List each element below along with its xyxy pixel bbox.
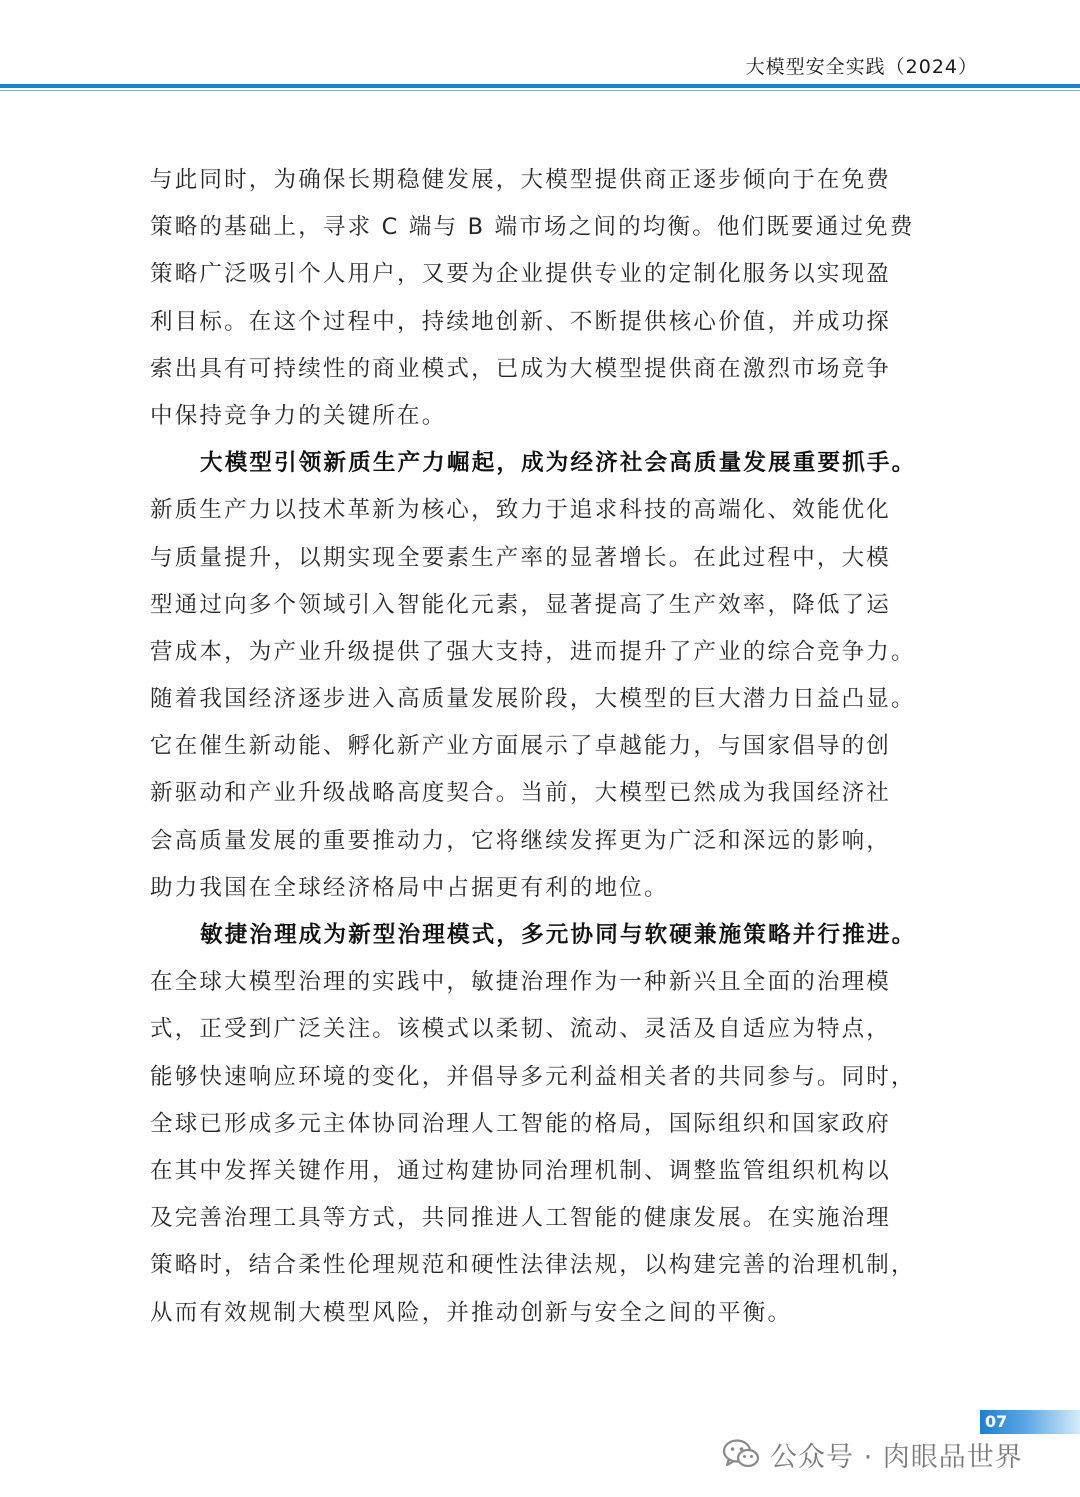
body-line: 中保持竞争力的关键所在。 (150, 402, 447, 429)
body-line: 随着我国经济逐步进入高质量发展阶段，大模型的巨大潜力日益凸显。 (150, 686, 916, 713)
body-line: 能够快速响应环境的变化，并倡导多元利益相关者的共同参与。同时， (150, 1063, 916, 1090)
body-line: 新驱动和产业升级战略高度契合。当前，大模型已然成为我国经济社 (150, 780, 892, 807)
body-line: 助力我国在全球经济格局中占据更有利的地位。 (150, 874, 669, 901)
body-line: 它在催生新动能、孵化新产业方面展示了卓越能力，与国家倡导的创 (150, 733, 892, 760)
body-line: 策略的基础上，寻求 C 端与 B 端市场之间的均衡。他们既要通过免费 (150, 214, 915, 241)
header-rule-thin (0, 90, 1080, 91)
body-line: 在其中发挥关键作用，通过构建协同治理机制、调整监管组织机构以 (150, 1157, 892, 1184)
body-line: 型通过向多个领域引入智能化元素，显著提高了生产效率，降低了运 (150, 591, 892, 618)
body-text (150, 157, 917, 1337)
body-line: 与此同时，为确保长期稳健发展，大模型提供商正逐步倾向于在免费 (150, 167, 892, 193)
running-header-title: 大模型安全实践（2024） (745, 56, 978, 78)
body-line: 在全球大模型治理的实践中，敏捷治理作为一种新兴且全面的治理模 (150, 969, 892, 996)
body-line: 新质生产力以技术革新为核心，致力于追求科技的高端化、效能优化 (150, 497, 892, 524)
body-line: 从而有效规制大模型风险，并推动创新与安全之间的平衡。 (150, 1299, 793, 1326)
header-rule (0, 84, 1080, 88)
body-line: 全球已形成多元主体协同治理人工智能的格局，国际组织和国家政府 (150, 1110, 892, 1137)
section-lead-line: 大模型引领新质生产力崛起，成为经济社会高质量发展重要抓手。 (200, 450, 917, 477)
body-line: 利目标。在这个过程中，持续地创新、不断提供核心价值，并成功探 (150, 308, 892, 335)
body-line: 索出具有可持续性的商业模式，已成为大模型提供商在激烈市场竞争 (150, 355, 892, 382)
body-line: 策略时，结合柔性伦理规范和硬性法律法规，以构建完善的治理机制， (150, 1252, 916, 1279)
body-line: 策略广泛吸引个人用户，又要为企业提供专业的定制化服务以实现盈 (150, 261, 892, 288)
wechat-icon (722, 1438, 760, 1470)
watermark-text: 公众号 · 肉眼品世界 (770, 1441, 1023, 1473)
watermark (722, 1432, 1023, 1476)
page-number: 07 (985, 1412, 1008, 1431)
body-line: 营成本，为产业升级提供了强大支持，进而提升了产业的综合竞争力。 (150, 638, 916, 665)
body-line: 与质量提升，以期实现全要素生产率的显著增长。在此过程中，大模 (150, 544, 892, 571)
body-line: 及完善治理工具等方式，共同推进人工智能的健康发展。在实施治理 (150, 1205, 892, 1232)
body-line: 式，正受到广泛关注。该模式以柔韧、流动、灵活及自适应为特点， (150, 1016, 892, 1043)
body-line: 会高质量发展的重要推动力，它将继续发挥更为广泛和深远的影响， (150, 827, 892, 854)
section-lead-line: 敏捷治理成为新型治理模式，多元协同与软硬兼施策略并行推进。 (200, 922, 917, 948)
